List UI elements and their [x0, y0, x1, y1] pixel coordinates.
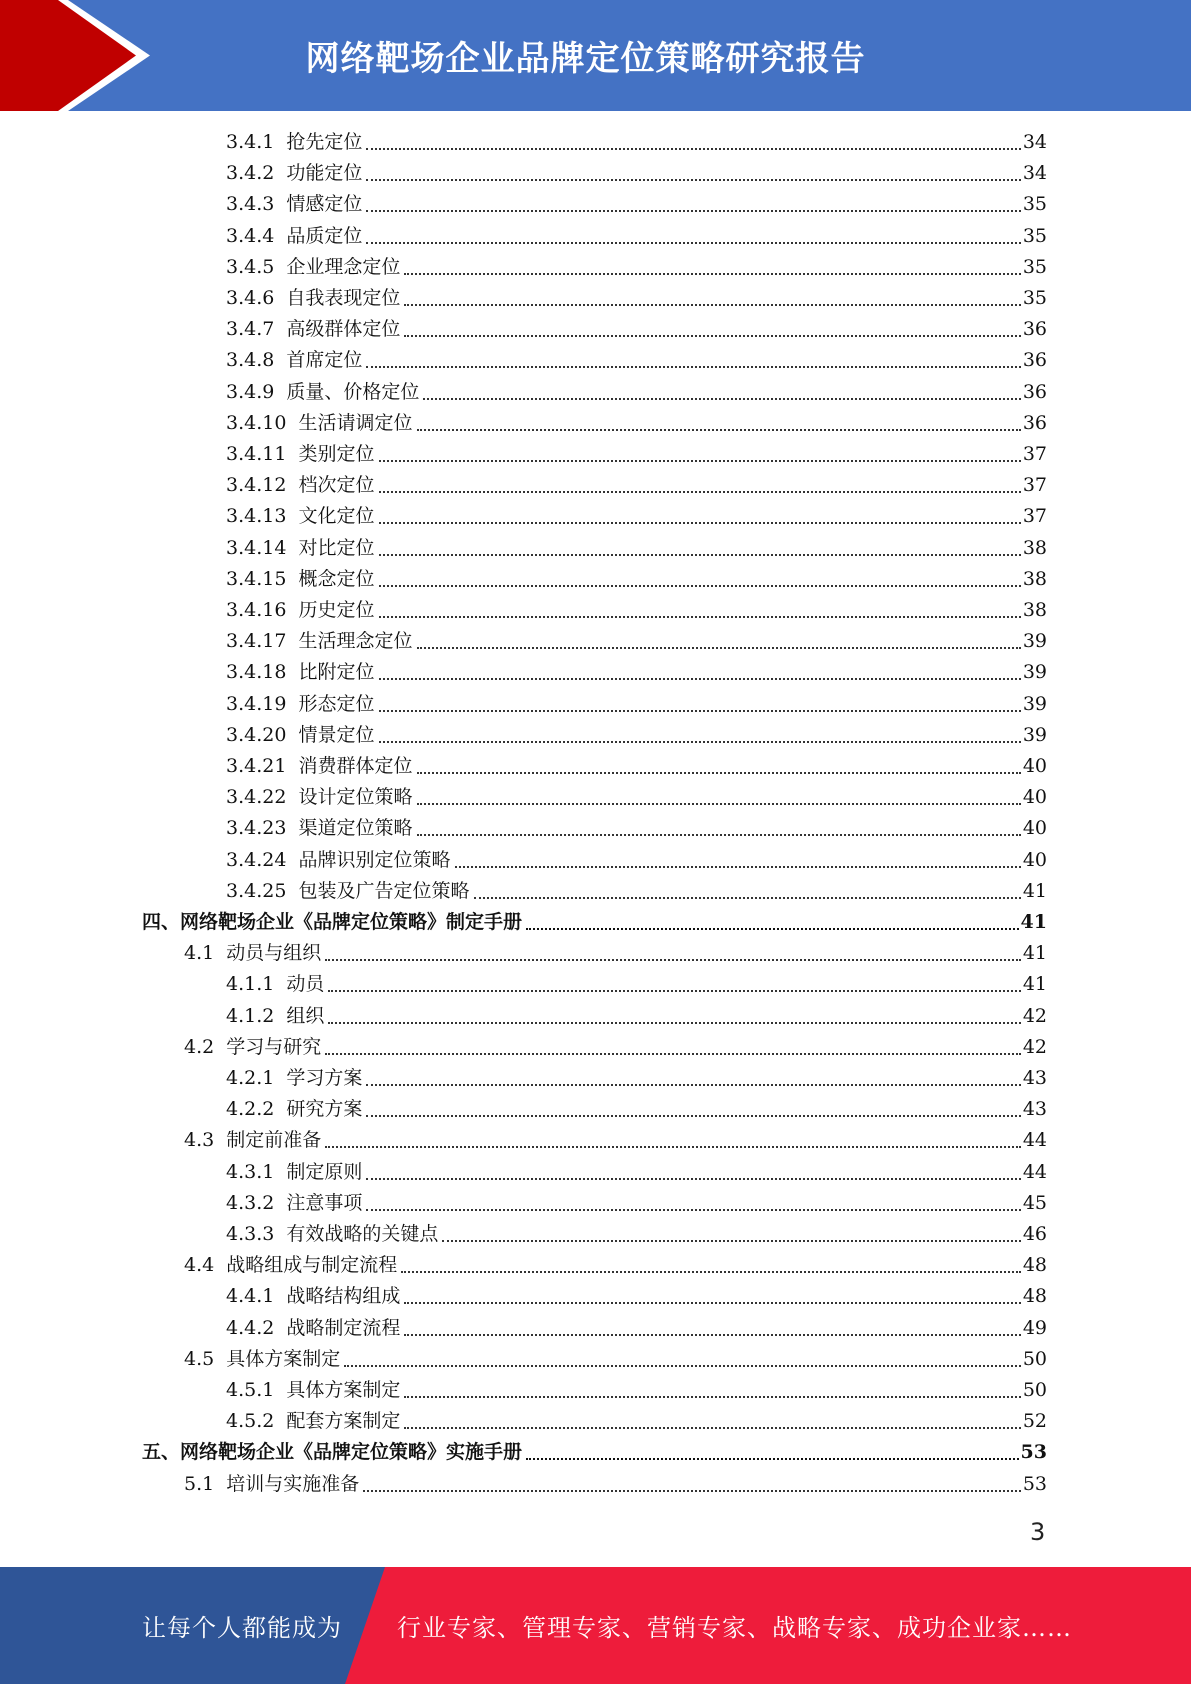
toc-entry[interactable] [184, 1344, 1047, 1375]
toc-leader-dots [379, 491, 1021, 493]
toc-entry-page: 39 [1022, 630, 1047, 653]
toc-entry-label: 3.4.16 历史定位 [226, 599, 375, 621]
toc-entry[interactable] [184, 938, 1047, 969]
toc-entry-label: 3.4.7 高级群体定位 [226, 318, 401, 341]
toc-leader-dots [379, 522, 1021, 524]
toc-entry[interactable] [226, 813, 1047, 844]
toc-entry-label: 4.1 动员与组织 [184, 942, 322, 965]
toc-leader-dots [474, 897, 1021, 899]
toc-leader-dots [455, 866, 1021, 868]
toc-entry-page: 43 [1022, 1067, 1047, 1089]
toc-entry[interactable] [226, 1188, 1047, 1219]
toc-entry[interactable] [226, 720, 1047, 751]
toc-entry-label: 4.3.3 有效战略的关键点 [226, 1223, 439, 1245]
toc-entry-label: 4.2.1 学习方案 [226, 1067, 363, 1089]
toc-leader-dots [379, 710, 1021, 712]
toc-entry-page: 36 [1022, 318, 1047, 341]
toc-entry[interactable] [226, 782, 1047, 813]
toc-entry-label: 4.1.1 动员 [226, 973, 325, 996]
toc-entry-page: 49 [1022, 1316, 1047, 1339]
toc-leader-dots [366, 210, 1020, 212]
toc-entry-page: 42 [1022, 1004, 1047, 1027]
header-banner [0, 0, 1191, 111]
toc-entry-page: 40 [1022, 786, 1047, 809]
toc-entry-page: 41 [1022, 879, 1047, 902]
toc-entry-label: 3.4.10 生活请调定位 [226, 411, 413, 434]
toc-entry-label: 4.5 具体方案制定 [184, 1347, 341, 1370]
toc-entry-page: 40 [1022, 817, 1047, 840]
toc-entry-page: 37 [1022, 443, 1047, 465]
toc-entry-page: 40 [1022, 755, 1047, 777]
toc-entry-label: 3.4.22 设计定位策略 [226, 786, 413, 809]
toc-leader-dots [379, 616, 1021, 618]
toc-entry-page: 37 [1022, 474, 1047, 497]
toc-entry-label: 3.4.12 档次定位 [226, 474, 375, 497]
toc-entry[interactable] [226, 439, 1047, 470]
toc-entry[interactable] [226, 221, 1047, 252]
toc-entry-label: 3.4.5 企业理念定位 [226, 255, 401, 278]
toc-entry-page: 34 [1022, 162, 1047, 185]
toc-entry[interactable] [226, 1001, 1047, 1032]
toc-leader-dots [363, 1490, 1021, 1492]
toc-leader-dots [366, 179, 1020, 181]
toc-entry[interactable] [226, 533, 1047, 564]
toc-entry-label: 3.4.20 情景定位 [226, 723, 375, 746]
toc-entry[interactable] [226, 876, 1047, 907]
toc-leader-dots [417, 429, 1021, 431]
toc-entry-label: 3.4.9 质量、价格定位 [226, 380, 420, 403]
toc-leader-dots [423, 398, 1020, 400]
toc-entry-label: 4.3 制定前准备 [184, 1129, 322, 1152]
toc-entry[interactable] [142, 1437, 1047, 1468]
toc-entry[interactable] [226, 626, 1047, 657]
toc-entry[interactable] [184, 1032, 1047, 1063]
toc-entry[interactable] [226, 969, 1047, 1000]
toc-leader-dots [366, 242, 1020, 244]
toc-entry-page: 34 [1022, 131, 1047, 153]
toc-entry-label: 3.4.18 比附定位 [226, 661, 375, 684]
toc-leader-dots [417, 772, 1021, 774]
toc-leader-dots [379, 460, 1021, 462]
toc-entry[interactable] [226, 377, 1047, 408]
toc-entry[interactable] [226, 1063, 1047, 1094]
toc-entry-page: 37 [1022, 505, 1047, 528]
toc-leader-dots [366, 1178, 1020, 1180]
toc-entry-label: 3.4.2 功能定位 [226, 162, 363, 185]
toc-entry-label: 3.4.3 情感定位 [226, 193, 363, 216]
toc-leader-dots [404, 304, 1020, 306]
toc-entry-page: 36 [1022, 349, 1047, 372]
toc-leader-dots [404, 335, 1020, 337]
footer-banner [0, 1567, 1191, 1684]
toc-leader-dots [404, 1427, 1020, 1429]
toc-entry-label: 3.4.6 自我表现定位 [226, 287, 401, 309]
toc-leader-dots [401, 1271, 1021, 1273]
toc-entry-page: 41 [1020, 911, 1047, 933]
toc-entry-page: 44 [1022, 1160, 1047, 1183]
toc-leader-dots [379, 585, 1021, 587]
toc-entry-label: 3.4.15 概念定位 [226, 567, 375, 590]
page-number: 3 [1030, 1518, 1046, 1546]
toc-entry[interactable] [226, 470, 1047, 501]
toc-entry-page: 35 [1022, 255, 1047, 278]
toc-entry-label: 3.4.21 消费群体定位 [226, 755, 413, 777]
toc-leader-dots [379, 741, 1021, 743]
toc-entry-page: 35 [1022, 224, 1047, 247]
toc-entry[interactable] [142, 907, 1047, 938]
toc-entry-label: 五、网络靶场企业《品牌定位策略》实施手册 [142, 1441, 523, 1464]
toc-entry[interactable] [226, 751, 1047, 782]
toc-entry-page: 48 [1022, 1285, 1047, 1308]
toc-entry-page: 44 [1022, 1129, 1047, 1152]
toc-entry-label: 3.4.24 品牌识别定位策略 [226, 848, 451, 871]
toc-entry[interactable] [226, 501, 1047, 532]
toc-entry[interactable] [226, 1406, 1047, 1437]
toc-entry[interactable] [226, 1375, 1047, 1406]
toc-entry-label: 3.4.1 抢先定位 [226, 131, 363, 153]
toc-entry-label: 3.4.23 渠道定位策略 [226, 817, 413, 840]
toc-entry-label: 3.4.25 包装及广告定位策略 [226, 879, 470, 902]
toc-leader-dots [442, 1240, 1020, 1242]
toc-entry-label: 4.2.2 研究方案 [226, 1098, 363, 1121]
toc-entry[interactable] [226, 1281, 1047, 1312]
toc-entry-label: 3.4.13 文化定位 [226, 505, 375, 528]
toc-leader-dots [526, 1458, 1019, 1460]
toc-entry[interactable] [226, 408, 1047, 439]
toc-entry-page: 40 [1022, 848, 1047, 871]
toc-entry-label: 3.4.11 类别定位 [226, 443, 375, 465]
toc-entry-label: 4.3.1 制定原则 [226, 1160, 363, 1183]
toc-entry-page: 39 [1022, 723, 1047, 746]
toc-entry-label: 4.3.2 注意事项 [226, 1191, 363, 1214]
toc-entry[interactable] [184, 1125, 1047, 1156]
toc-entry[interactable] [226, 283, 1047, 314]
toc-leader-dots [379, 678, 1021, 680]
header-red-chevron [0, 0, 150, 111]
toc-entry-label: 5.1 培训与实施准备 [184, 1472, 360, 1495]
toc-leader-dots [417, 647, 1021, 649]
toc-leader-dots [328, 990, 1020, 992]
toc-entry[interactable] [226, 252, 1047, 283]
toc-entry-label: 4.5.2 配套方案制定 [226, 1410, 401, 1433]
toc-leader-dots [526, 928, 1019, 930]
toc-entry[interactable] [226, 127, 1047, 158]
toc-leader-dots [325, 1053, 1021, 1055]
toc-entry-page: 52 [1022, 1410, 1047, 1433]
toc-entry[interactable] [226, 564, 1047, 595]
toc-entry-page: 41 [1022, 973, 1047, 996]
toc-entry-page: 41 [1022, 942, 1047, 965]
toc-entry-label: 4.2 学习与研究 [184, 1035, 322, 1058]
toc-entry-page: 38 [1022, 599, 1047, 621]
toc-leader-dots [404, 1334, 1020, 1336]
toc-entry-page: 35 [1022, 287, 1047, 309]
toc-leader-dots [379, 554, 1021, 556]
toc-entry-page: 53 [1020, 1441, 1047, 1464]
toc-leader-dots [344, 1365, 1021, 1367]
toc-entry-label: 3.4.14 对比定位 [226, 536, 375, 559]
toc-entry-label: 3.4.8 首席定位 [226, 349, 363, 372]
toc-leader-dots [404, 273, 1020, 275]
toc-entry[interactable] [226, 189, 1047, 220]
report-title: 网络靶场企业品牌定位策略研究报告 [305, 39, 866, 79]
toc-entry-label: 四、网络靶场企业《品牌定位策略》制定手册 [142, 911, 523, 933]
toc-entry-page: 38 [1022, 536, 1047, 559]
toc-leader-dots [366, 1084, 1020, 1086]
footer-slogan-left: 让每个人都能成为 [142, 1614, 342, 1642]
toc-leader-dots [404, 1396, 1020, 1398]
toc-entry-label: 3.4.4 品质定位 [226, 224, 363, 247]
toc-leader-dots [417, 834, 1021, 836]
toc-entry-page: 50 [1022, 1347, 1047, 1370]
toc-entry-page: 39 [1022, 661, 1047, 684]
toc-entry-page: 50 [1022, 1379, 1047, 1401]
toc-entry-page: 46 [1022, 1223, 1047, 1245]
toc-entry-page: 45 [1022, 1191, 1047, 1214]
toc-entry[interactable] [226, 595, 1047, 626]
toc-leader-dots [417, 803, 1021, 805]
toc-entry[interactable] [226, 689, 1047, 720]
toc-leader-dots [366, 148, 1020, 150]
toc-entry-page: 39 [1022, 692, 1047, 715]
toc-entry-label: 4.4.2 战略制定流程 [226, 1316, 401, 1339]
toc-entry[interactable] [226, 345, 1047, 376]
toc-entry-page: 48 [1022, 1254, 1047, 1277]
toc-entry[interactable] [184, 1469, 1047, 1500]
toc-entry-page: 35 [1022, 193, 1047, 216]
toc-entry-label: 4.1.2 组织 [226, 1004, 325, 1027]
toc-leader-dots [404, 1302, 1020, 1304]
toc-entry-page: 36 [1022, 380, 1047, 403]
toc-entry-page: 43 [1022, 1098, 1047, 1121]
toc-entry[interactable] [226, 1219, 1047, 1250]
toc-entry[interactable] [226, 1094, 1047, 1125]
toc-leader-dots [366, 1209, 1020, 1211]
toc-entry[interactable] [226, 158, 1047, 189]
toc-leader-dots [366, 366, 1020, 368]
toc-entry-label: 4.5.1 具体方案制定 [226, 1379, 401, 1401]
toc-leader-dots [328, 1022, 1020, 1024]
toc-leader-dots [325, 959, 1021, 961]
toc-entry[interactable] [226, 314, 1047, 345]
toc-entry-label: 4.4.1 战略结构组成 [226, 1285, 401, 1308]
toc-entry[interactable] [226, 1157, 1047, 1188]
toc-entry[interactable] [226, 1313, 1047, 1344]
toc-entry[interactable] [184, 1250, 1047, 1281]
footer-slogan-right: 行业专家、管理专家、营销专家、战略专家、成功企业家…… [397, 1614, 1072, 1642]
toc-entry-page: 53 [1022, 1472, 1047, 1495]
toc-leader-dots [325, 1146, 1021, 1148]
toc-entry-page: 42 [1022, 1035, 1047, 1058]
toc-entry[interactable] [226, 657, 1047, 688]
toc-entry-label: 3.4.19 形态定位 [226, 692, 375, 715]
toc-leader-dots [366, 1115, 1020, 1117]
toc-entry-label: 4.4 战略组成与制定流程 [184, 1254, 398, 1277]
toc-entry-page: 38 [1022, 567, 1047, 590]
toc-entry-page: 36 [1022, 411, 1047, 434]
toc-entry-label: 3.4.17 生活理念定位 [226, 630, 413, 653]
toc-entry[interactable] [226, 845, 1047, 876]
